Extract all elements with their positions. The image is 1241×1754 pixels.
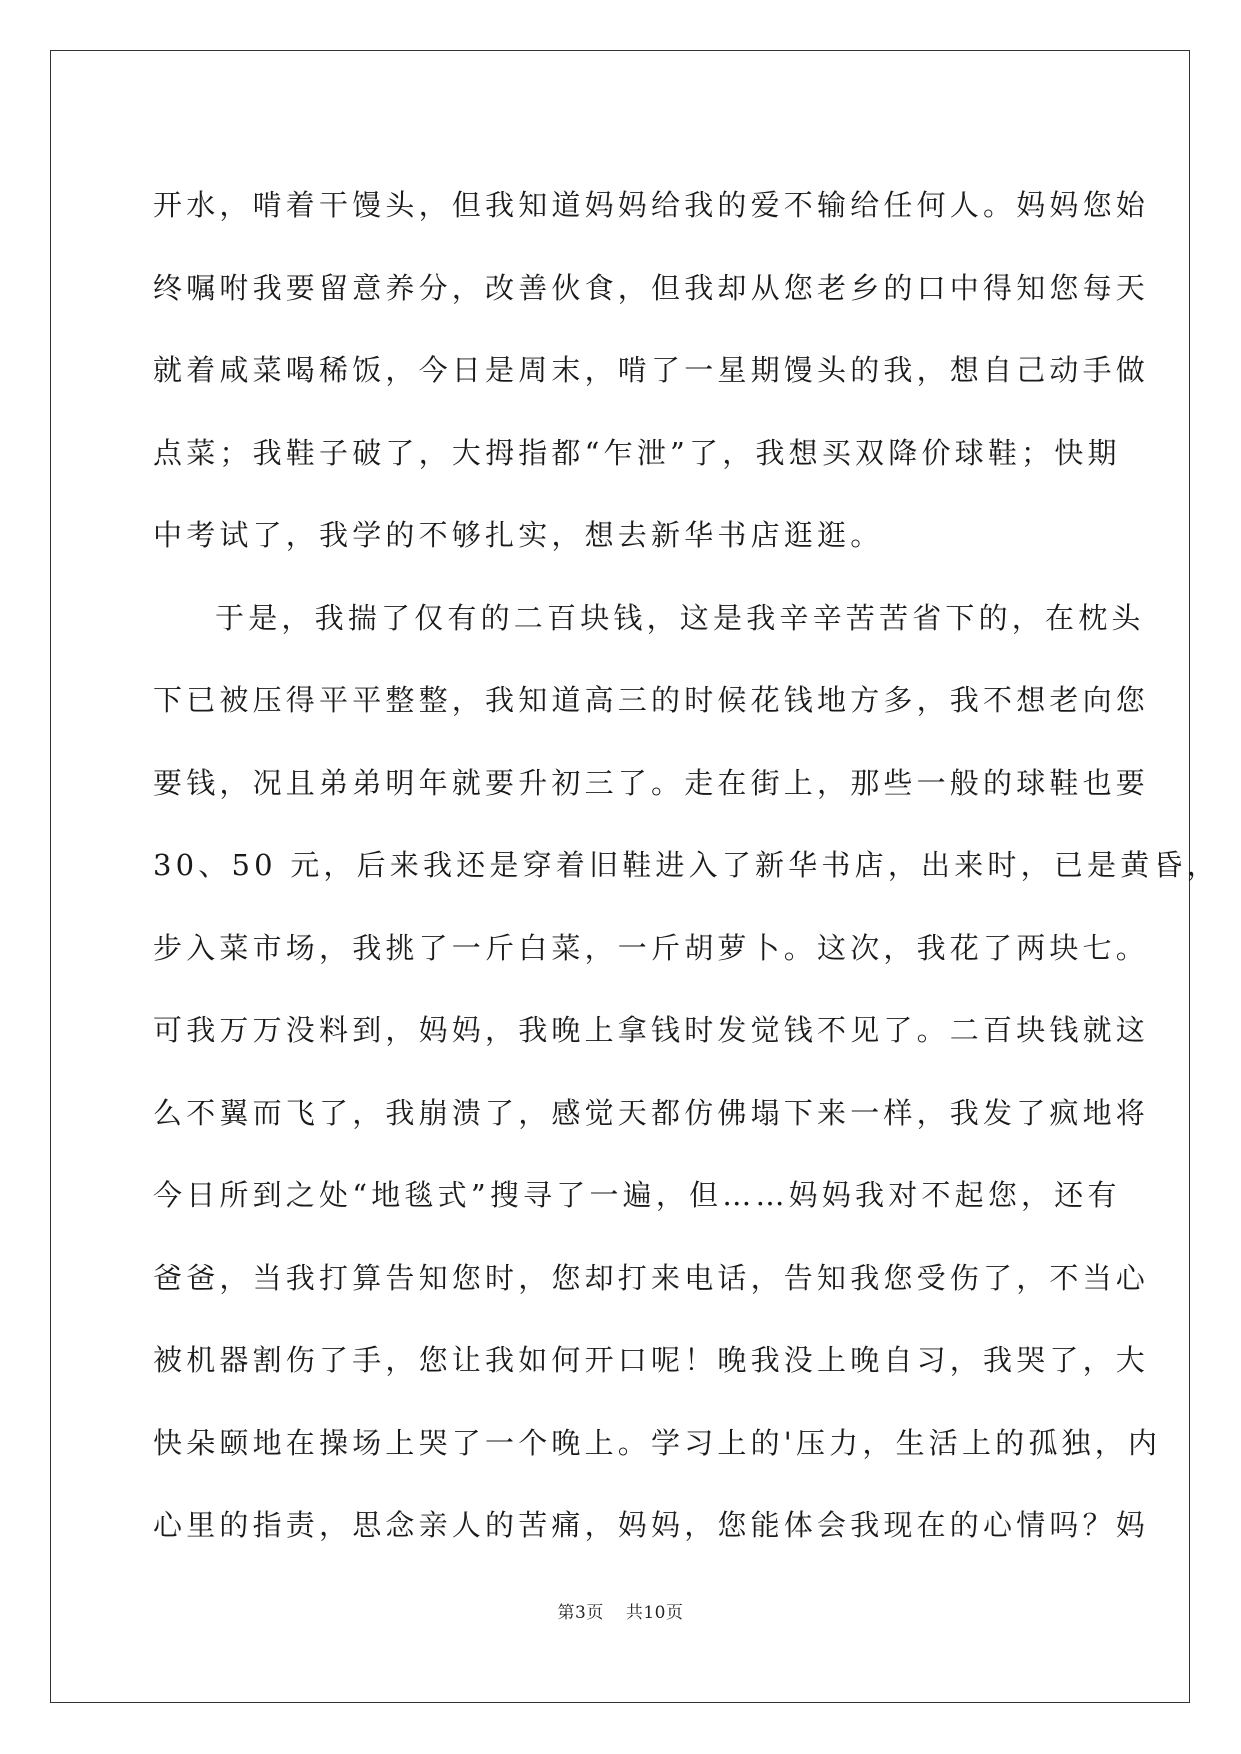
text-line: 爸爸，当我打算告知您时，您却打来电话，告知我您受伤了，不当心: [153, 1260, 1150, 1295]
text-line: 么不翼而飞了，我崩溃了，感觉天都仿佛塌下来一样，我发了疯地将: [153, 1095, 1150, 1130]
text-line: 就着咸菜喝稀饭，今日是周末，啃了一星期馒头的我，想自己动手做: [153, 353, 1150, 387]
document-body: [153, 164, 1220, 1567]
page-number: 第3页: [557, 1603, 604, 1623]
text-line: 可我万万没料到，妈妈，我晚上拿钱时发觉钱不见了。二百块钱就这: [153, 1013, 1150, 1047]
page-total: 共10页: [625, 1603, 684, 1623]
text-line: 30、50 元，后来我还是穿着旧鞋进入了新华书店，出来时，已是黄昏，: [153, 848, 1220, 882]
text-line: 被机器割伤了手，您让我如何开口呢！晚我没上晚自习，我哭了，大: [153, 1343, 1150, 1377]
text-line: 开水，啃着干馒头，但我知道妈妈给我的爱不输给任何人。妈妈您始: [153, 188, 1150, 222]
text-line: 终嘱咐我要留意养分，改善伙食，但我却从您老乡的口中得知您每天: [153, 270, 1150, 305]
text-line: 下已被压得平平整整，我知道高三的时候花钱地方多，我不想老向您: [153, 683, 1150, 717]
text-line: 点菜；我鞋子破了，大拇指都“乍泄”了，我想买双降价球鞋；快期: [153, 435, 1121, 470]
page-footer: [0, 1598, 1241, 1623]
text-line: 今日所到之处“地毯式”搜寻了一遍，但……妈妈我对不起您，还有: [153, 1178, 1121, 1212]
text-line: 步入菜市场，我挑了一斤白菜，一斤胡萝卜。这次，我花了两块七。: [153, 930, 1150, 965]
text-line: 要钱，况且弟弟明年就要升初三了。走在街上，那些一般的球鞋也要: [153, 765, 1150, 800]
text-line: 快朵颐地在操场上哭了一个晚上。学习上的'压力，生活上的孤独，内: [153, 1425, 1162, 1460]
text-line: 心里的指责，思念亲人的苦痛，妈妈，您能体会我现在的心情吗？妈: [153, 1508, 1150, 1542]
text-line: 中考试了，我学的不够扎实，想去新华书店逛逛。: [153, 518, 884, 552]
paragraph-start-line: 于是，我揣了仅有的二百块钱，这是我辛辛苦苦省下的，在枕头: [215, 600, 1145, 635]
